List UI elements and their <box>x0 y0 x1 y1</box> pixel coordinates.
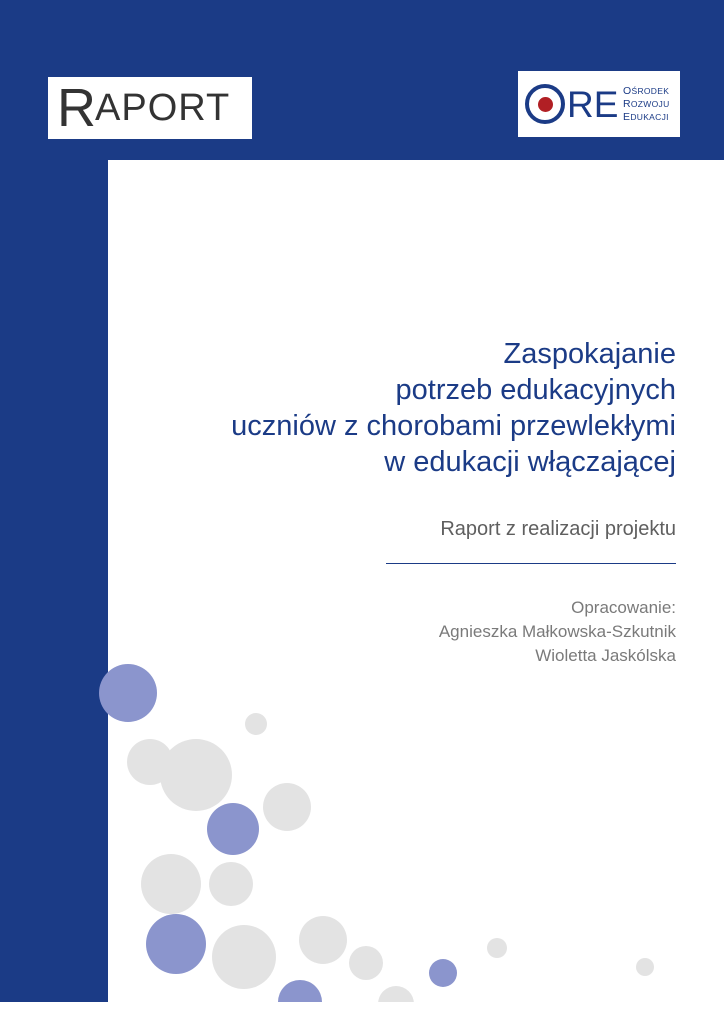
author-1: Agnieszka Małkowska-Szkutnik <box>438 622 676 641</box>
cover-credits <box>156 596 676 668</box>
decorative-circle <box>487 938 507 958</box>
raport-wordmark <box>48 77 252 139</box>
decorative-circle <box>636 958 654 976</box>
title-line-2: potrzeb edukacyjnych <box>395 374 676 406</box>
cover-title-block <box>156 336 676 668</box>
decorative-circle <box>429 959 457 987</box>
ore-red-dot-icon <box>538 97 553 112</box>
ore-word-rozwoju: ROZWOJU <box>623 97 670 110</box>
decorative-circle <box>212 925 276 989</box>
decorative-circle <box>263 783 311 831</box>
ore-logo-mark <box>525 81 621 127</box>
ore-word-osrodek: OŚRODEK <box>623 84 670 97</box>
ore-logo-wordmark <box>623 85 670 123</box>
decorative-circle <box>245 713 267 735</box>
author-2: Wioletta Jaskólska <box>535 646 676 665</box>
bottom-white-margin <box>0 1002 724 1024</box>
ore-word-edukacji: EDUKACJI <box>623 111 669 124</box>
raport-rest: APORT <box>95 86 231 129</box>
left-blue-band <box>0 0 108 1002</box>
decorative-circle <box>209 862 253 906</box>
credits-label: Opracowanie: <box>571 598 676 617</box>
title-divider <box>386 563 676 564</box>
ore-circle-icon <box>525 84 565 124</box>
decorative-circle <box>141 854 201 914</box>
decorative-circle <box>146 914 206 974</box>
ore-letters-re: RE <box>567 83 619 125</box>
title-line-1: Zaspokajanie <box>503 338 676 370</box>
ore-logo <box>518 71 680 137</box>
raport-initial: R <box>57 78 95 138</box>
title-line-3: uczniów z chorobami przewlekłymi <box>231 410 676 442</box>
decorative-circle <box>127 739 173 785</box>
title-line-4: w edukacji włączającej <box>384 446 676 478</box>
decorative-circle <box>299 916 347 964</box>
decorative-circle <box>207 803 259 855</box>
cover-subtitle: Raport z realizacji projektu <box>440 518 676 540</box>
decorative-circle <box>160 739 232 811</box>
decorative-circle <box>349 946 383 980</box>
